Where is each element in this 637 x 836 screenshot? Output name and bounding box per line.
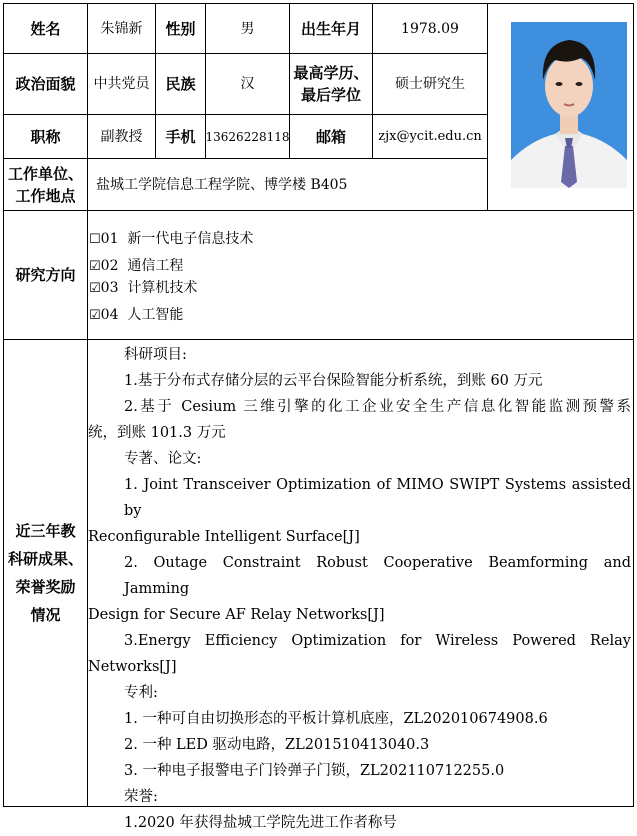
project-item-continued: 统，到账 101.3 万元 [88, 425, 226, 441]
phone-label: 手机 [165, 127, 196, 146]
workplace-label-line-2: 工作地点 [15, 186, 76, 205]
workplace-label [4, 159, 87, 210]
checked-box-icon: ☑ [89, 281, 101, 296]
name-label: 姓名 [30, 19, 61, 38]
email-label: 邮箱 [315, 127, 346, 146]
research-item-04 [89, 306, 183, 325]
degree-label-line-2: 最后学位 [300, 86, 361, 104]
col-divider [487, 3, 488, 211]
achievements-label-line-3: 荣誉奖励 [15, 578, 76, 596]
research-item-code: 02 [100, 258, 119, 274]
degree-label-line-1: 最高学历、 [293, 64, 369, 82]
papers-heading: 专著、论文: [124, 451, 202, 467]
paper-item-continued: Reconfigurable Intelligent Surface[J] [88, 529, 360, 545]
paper-item-continued: Design for Secure AF Relay Networks[J] [88, 607, 385, 623]
achievements-label [4, 340, 87, 806]
research-item-text: 通信工程 [127, 258, 184, 274]
achievements-label-line-2: 科研成果、 [7, 550, 83, 568]
workplace-label-line-1: 工作单位、 [7, 164, 83, 183]
research-item-code: 01 [100, 231, 119, 247]
research-item-02 [89, 257, 183, 276]
gender-label: 性别 [165, 19, 196, 38]
birth-value: 1978.09 [401, 20, 459, 37]
politics-value: 中共党员 [93, 76, 150, 92]
paper-item: 1. Joint Transceiver Optimization of MIMO SWIPT Systems assisted by [124, 477, 631, 519]
name-value: 朱锦新 [100, 20, 143, 37]
row-divider [3, 210, 634, 211]
paper-item: 2. Outage Constraint Robust Cooperative Beamforming and Jamming [124, 555, 631, 597]
profile-photo [511, 22, 627, 188]
unchecked-box-icon: ☐ [89, 232, 101, 247]
project-item: 1.基于分布式存储分层的云平台保险智能分析系统，到账 60 万元 [124, 373, 543, 389]
patents-heading: 专利: [124, 685, 158, 701]
checked-box-icon: ☑ [89, 259, 101, 274]
phone-value: 13626228118 [205, 129, 290, 144]
research-item-text: 人工智能 [127, 307, 184, 323]
achievements-content [88, 342, 631, 836]
research-label: 研究方向 [15, 266, 76, 284]
title-label: 职称 [30, 127, 61, 146]
checked-box-icon: ☑ [89, 308, 101, 323]
research-item-code: 03 [100, 280, 119, 296]
gender-value: 男 [240, 20, 255, 37]
achievements-label-line-4: 情况 [30, 606, 61, 624]
research-item-03 [89, 279, 197, 298]
row-divider [3, 339, 634, 340]
ethnicity-label: 民族 [165, 75, 196, 93]
workplace-value: 盐城工学院信息工程学院、博学楼 B405 [96, 176, 348, 193]
ethnicity-value: 汉 [240, 76, 255, 92]
achievements-label-line-1: 近三年教 [15, 522, 76, 540]
research-item-01 [89, 230, 253, 249]
degree-value: 硕士研究生 [395, 76, 465, 92]
paper-item-continued: Networks[J] [88, 659, 177, 675]
patent-item: 3. 一种电子报警电子门铃弹子门锁，ZL202110712255.0 [124, 763, 505, 779]
birth-label: 出生年月 [300, 19, 361, 38]
title-value: 副教授 [100, 128, 143, 145]
research-item-code: 04 [100, 307, 119, 323]
research-item-text: 新一代电子信息技术 [127, 231, 254, 247]
patent-item: 1. 一种可自由切换形态的平板计算机底座，ZL202010674908.6 [124, 711, 548, 727]
projects-heading: 科研项目: [124, 347, 187, 363]
person-portrait-icon [511, 22, 627, 188]
politics-label: 政治面貌 [15, 75, 76, 93]
honor-item: 1.2020 年获得盐城工学院先进工作者称号 [124, 815, 397, 831]
email-value: zjx@ycit.edu.cn [378, 128, 482, 144]
degree-label [290, 54, 372, 114]
research-item-text: 计算机技术 [127, 280, 198, 296]
table-border-right [633, 3, 634, 807]
patent-item: 2. 一种 LED 驱动电路，ZL201510413040.3 [124, 737, 430, 753]
project-item: 2.基于 Cesium 三维引擎的化工企业安全生产信息化智能监测预警系 [124, 399, 631, 415]
paper-item: 3.Energy Efficiency Optimization for Wireless Powered Relay [124, 633, 631, 649]
honors-heading: 荣誉: [124, 789, 158, 805]
